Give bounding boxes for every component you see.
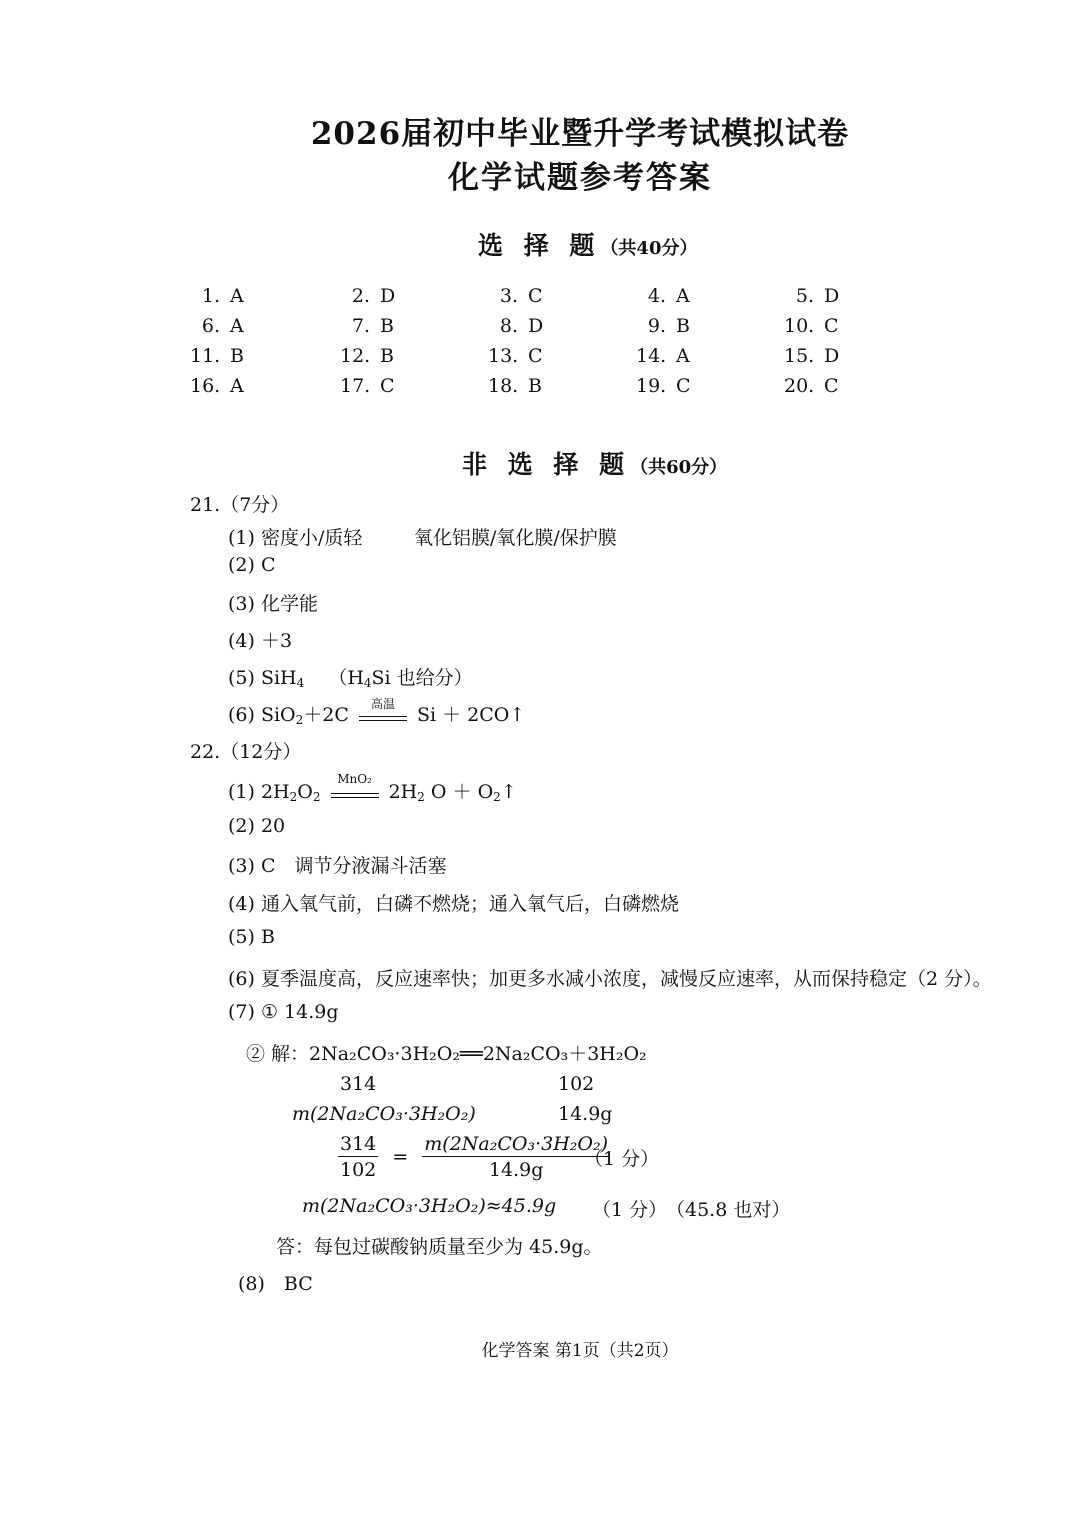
ratio-fraction-left xyxy=(338,1133,378,1181)
molar-mass-right: 102 xyxy=(558,1073,595,1095)
choice-answer-letter: D xyxy=(824,285,840,307)
page-subtitle: 化学试题参考答案 xyxy=(448,160,712,196)
q22-part7-2 xyxy=(246,1039,647,1066)
choice-answer-item xyxy=(784,315,839,337)
final-answer: 答：每包过碳酸钠质量至少为 45.9g。 xyxy=(276,1236,603,1258)
choice-question-number: 20. xyxy=(784,375,815,397)
q22-part1 xyxy=(228,772,517,804)
choice-answer-letter: C xyxy=(824,375,839,397)
choice-answer-letter: A xyxy=(676,345,690,367)
q22-part3: (3) C 调节分液漏斗活塞 xyxy=(228,855,447,877)
q21-part5 xyxy=(228,663,473,690)
choice-question-number: 1. xyxy=(201,285,220,307)
ratio-equals: = xyxy=(392,1146,409,1168)
molar-mass-left: 314 xyxy=(340,1073,377,1095)
q21-part2: (2) C xyxy=(228,554,276,576)
point-note-2: （1 分） xyxy=(592,1199,668,1221)
q22-part1-right-c: ↑ xyxy=(500,781,517,803)
choice-answer-letter: D xyxy=(380,285,396,307)
choice-answer-item xyxy=(636,375,691,397)
q22-part1-right-sub2: 2 xyxy=(493,790,501,804)
choice-answer-item xyxy=(190,285,244,307)
choice-answer-item xyxy=(488,285,543,307)
choice-answer-item xyxy=(190,315,244,337)
choice-answer-item xyxy=(784,345,839,367)
choice-answer-item xyxy=(340,285,395,307)
q21-part6-label: (6) SiO xyxy=(228,704,296,726)
ratio-left-numerator: 314 xyxy=(340,1133,377,1155)
choice-question-number: 9. xyxy=(647,315,666,337)
q22-part7-1: (7) ① 14.9g xyxy=(228,1001,339,1023)
choice-answer-letter: C xyxy=(380,375,395,397)
section-heading-choice-label: 选 择 题 xyxy=(478,231,601,260)
choice-question-number: 8. xyxy=(499,315,518,337)
point-note-1: （1 分） xyxy=(584,1148,660,1170)
choice-answer-letter: C xyxy=(676,375,691,397)
q21-part6-sub: 2 xyxy=(295,713,304,727)
q21-part5-sub: 4 xyxy=(296,676,305,690)
choice-answer-item xyxy=(488,375,542,397)
choice-answer-item xyxy=(488,315,543,337)
choice-answer-item xyxy=(636,285,690,307)
q21-part5-note-b: Si 也给分） xyxy=(371,667,473,689)
q21-part3: (3) 化学能 xyxy=(228,593,318,615)
choice-answer-item xyxy=(784,375,839,397)
q22-part1-condition xyxy=(331,772,379,798)
q22-part6: (6) 夏季温度高，反应速率快；加更多水减小浓度，减慢反应速率，从而保持稳定（2 分）。 xyxy=(228,968,992,990)
q22-part1-right-sub: 2 xyxy=(417,790,425,804)
q21-part1-b: 氧化铝膜/氧化膜/保护膜 xyxy=(414,527,617,549)
choice-answer-item xyxy=(636,315,690,337)
alternate-answer-note: （45.8 也对） xyxy=(666,1199,791,1221)
choice-question-number: 4. xyxy=(647,285,666,307)
q22-part7-2-label: ② 解： xyxy=(246,1043,310,1065)
section-heading-nonchoice-points: （共60分） xyxy=(630,457,728,478)
choice-answer-item xyxy=(190,375,244,397)
choice-answer-letter: B xyxy=(380,315,394,337)
q22-part4: (4) 通入氧气前，白磷不燃烧；通入氧气后，白磷燃烧 xyxy=(228,893,679,915)
q21-part6-right: Si ＋ 2CO↑ xyxy=(417,704,526,726)
q21-part6-condition-text: 高温 xyxy=(370,697,395,711)
choice-answer-item xyxy=(488,345,543,367)
choice-question-number: 3. xyxy=(499,285,518,307)
q22-header: 22.（12分） xyxy=(190,741,302,763)
choice-answer-letter: D xyxy=(528,315,544,337)
choice-answer-letter: B xyxy=(380,345,394,367)
choice-answer-item xyxy=(340,345,394,367)
ratio-right-denominator: 14.9g xyxy=(488,1159,544,1181)
choice-answer-item xyxy=(190,345,244,367)
choice-question-number: 13. xyxy=(488,345,519,367)
q21-part6 xyxy=(228,697,526,727)
choice-answer-letter: A xyxy=(230,375,244,397)
q22-part1-condition-text: MnO₂ xyxy=(337,772,372,786)
section-heading-choice-points: （共40分） xyxy=(600,238,698,259)
ratio-right-numerator: m(2Na₂CO₃·3H₂O₂) xyxy=(424,1133,609,1155)
ratio-fraction-right xyxy=(422,1133,610,1181)
choice-question-number: 5. xyxy=(795,285,814,307)
choice-question-number: 19. xyxy=(636,375,667,397)
q22-part1-o: O xyxy=(297,781,313,803)
choice-question-number: 2. xyxy=(351,285,370,307)
section-heading-choice xyxy=(478,226,697,262)
q21-header: 21.（7分） xyxy=(190,494,290,516)
q22-part2: (2) 20 xyxy=(228,815,286,837)
choice-answer-letter: C xyxy=(824,315,839,337)
choice-answer-letter: A xyxy=(230,285,244,307)
page-title: 2026届初中毕业暨升学考试模拟试卷 xyxy=(310,116,850,152)
choice-question-number: 10. xyxy=(784,315,815,337)
choice-answer-letter: C xyxy=(528,345,543,367)
q21-part5-note-a: （H xyxy=(328,667,364,689)
mass-result: m(2Na₂CO₃·3H₂O₂)≈45.9g xyxy=(302,1195,557,1217)
q22-part8: (8) BC xyxy=(238,1273,313,1295)
choice-answer-letter: A xyxy=(230,315,244,337)
section-heading-nonchoice xyxy=(462,445,727,481)
choice-answer-item xyxy=(340,315,394,337)
q22-part1-sub1: 2 xyxy=(289,790,298,804)
choice-answer-letter: B xyxy=(230,345,244,367)
ratio-left-denominator: 102 xyxy=(340,1159,377,1181)
choice-question-number: 15. xyxy=(784,345,815,367)
choice-answer-item xyxy=(636,345,690,367)
choice-answer-item xyxy=(784,285,839,307)
q22-part1-right-a: 2H xyxy=(388,781,418,803)
choice-question-number: 7. xyxy=(351,315,370,337)
q21-part1-a: (1) 密度小/质轻 xyxy=(228,527,363,549)
choice-question-number: 17. xyxy=(340,375,371,397)
ratio-equation xyxy=(338,1133,610,1181)
q22-part1-label: (1) 2H xyxy=(228,781,290,803)
q22-part7-2-equation: 2Na₂CO₃·3H₂O₂══2Na₂CO₃＋3H₂O₂ xyxy=(309,1043,647,1065)
q21-part6-mid: ＋2C xyxy=(303,704,349,726)
q21-part4: (4) ＋3 xyxy=(228,630,293,652)
choice-question-number: 16. xyxy=(190,375,221,397)
section-heading-nonchoice-label: 非 选 择 题 xyxy=(462,450,631,479)
choice-question-number: 12. xyxy=(340,345,371,367)
mass-right: 14.9g xyxy=(558,1103,613,1125)
mass-left: m(2Na₂CO₃·3H₂O₂) xyxy=(292,1103,476,1125)
choice-answer-letter: B xyxy=(676,315,690,337)
q21-part6-condition xyxy=(359,697,407,721)
q22-part1-right-b: O ＋ O xyxy=(424,781,494,803)
choice-question-number: 6. xyxy=(201,315,220,337)
choice-answer-item xyxy=(340,375,395,397)
choice-answer-letter: C xyxy=(528,285,543,307)
q22-part1-sub2: 2 xyxy=(312,790,321,804)
choice-question-number: 11. xyxy=(190,345,221,367)
q21-part5-note-sub: 4 xyxy=(363,676,372,690)
choice-answer-letter: A xyxy=(676,285,690,307)
choice-question-number: 14. xyxy=(636,345,667,367)
choice-answer-letter: B xyxy=(528,375,542,397)
q22-part5: (5) B xyxy=(228,926,275,948)
choice-question-number: 18. xyxy=(488,375,519,397)
choice-answer-letter: D xyxy=(824,345,840,367)
page-footer: 化学答案 第1页（共2页） xyxy=(481,1341,679,1361)
q21-part5-label: (5) SiH xyxy=(228,667,297,689)
